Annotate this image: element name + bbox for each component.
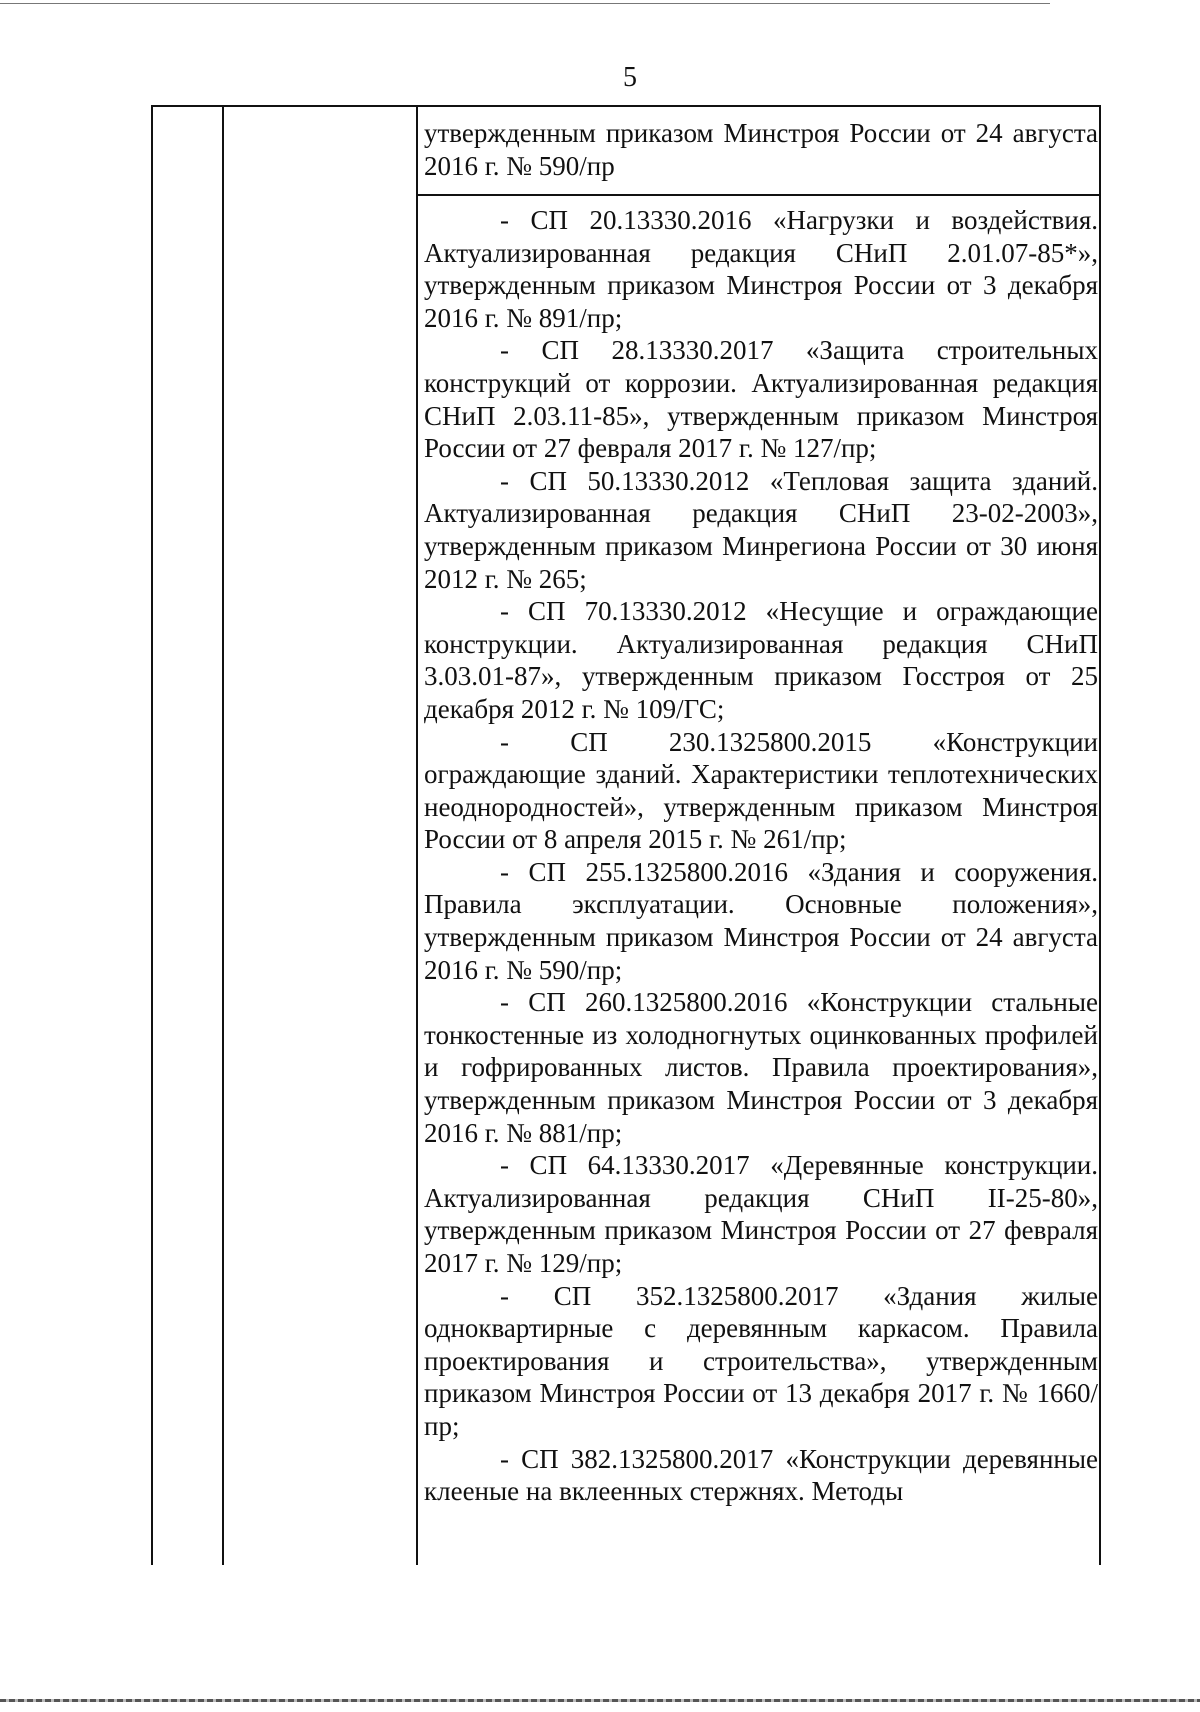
table-top-border — [151, 105, 1101, 107]
column-divider-2 — [416, 105, 418, 1565]
list-item: - СП 260.1325800.2016 «Конструкции стальные тонкостенные из холодногнутых оцинкованных профилей и гофрированных листов. Правила проектирования», утвержденным приказом Минстроя России от 3 декабря 2016 г. № 881/пр; — [424, 987, 1098, 1148]
list-item: - СП 70.13330.2012 «Несущие и ограждающие конструкции. Актуализированная редакция СНиП 3.03.01-87», утвержденным приказом Госстроя от 25 декабря 2012 г. № 109/ГС; — [424, 596, 1098, 724]
table-right-border — [1099, 105, 1101, 1565]
list-item: - СП 50.13330.2012 «Тепловая защита зданий. Актуализированная редакция СНиП 23-02-2003», утвержденным приказом Минрегиона России от 30 июня 2012 г. № 265; — [424, 465, 1098, 594]
top-cell-text: утвержденным приказом Минстроя России от 24 августа 2016 г. № 590/пр — [424, 118, 1098, 181]
scan-bottom-edge — [0, 1699, 1200, 1702]
row-divider — [416, 194, 1101, 196]
list-item: - СП 64.13330.2017 «Деревянные конструкции. Актуализированная редакция СНиП II-25-80», утвержденным приказом Минстроя России от 27 февраля 2017 г. № 129/пр; — [424, 1150, 1098, 1278]
list-item: - СП 352.1325800.2017 «Здания жилые одноквартирные с деревянным каркасом. Правила проектирования и строительства», утвержденным приказом Минстроя России от 13 декабря 2017 г. № 1660/пр; — [424, 1280, 1098, 1441]
table-cell-top — [424, 117, 1098, 182]
list-item: - СП 255.1325800.2016 «Здания и сооружения. Правила эксплуатации. Основные положения», утвержденным приказом Минстроя России от 24 августа 2016 г. № 590/пр; — [424, 856, 1098, 985]
scan-top-edge — [0, 3, 1050, 4]
table-left-border — [151, 105, 153, 1565]
list-item: - СП 382.1325800.2017 «Конструкции деревянные клееные на вклеенных стержнях. Методы — [424, 1443, 1098, 1507]
column-divider-1 — [222, 105, 224, 1565]
table-cell-standards-list — [424, 204, 1098, 1508]
list-item: - СП 230.1325800.2015 «Конструкции ограждающие зданий. Характеристики теплотехнических неоднородностей», утвержденным приказом Минстроя России от 8 апреля 2015 г. № 261/пр; — [424, 726, 1098, 855]
list-item: - СП 20.13330.2016 «Нагрузки и воздействия. Актуализированная редакция СНиП 2.01.07-85*», утвержденным приказом Минстроя России от 3 декабря 2016 г. № 891/пр; — [424, 205, 1098, 333]
list-item: - СП 28.13330.2017 «Защита строительных конструкций от коррозии. Актуализированная редакция СНиП 2.03.11-85», утвержденным приказом Минстроя России от 27 февраля 2017 г. № 127/пр; — [424, 335, 1098, 464]
page-number: 5 — [623, 62, 637, 93]
